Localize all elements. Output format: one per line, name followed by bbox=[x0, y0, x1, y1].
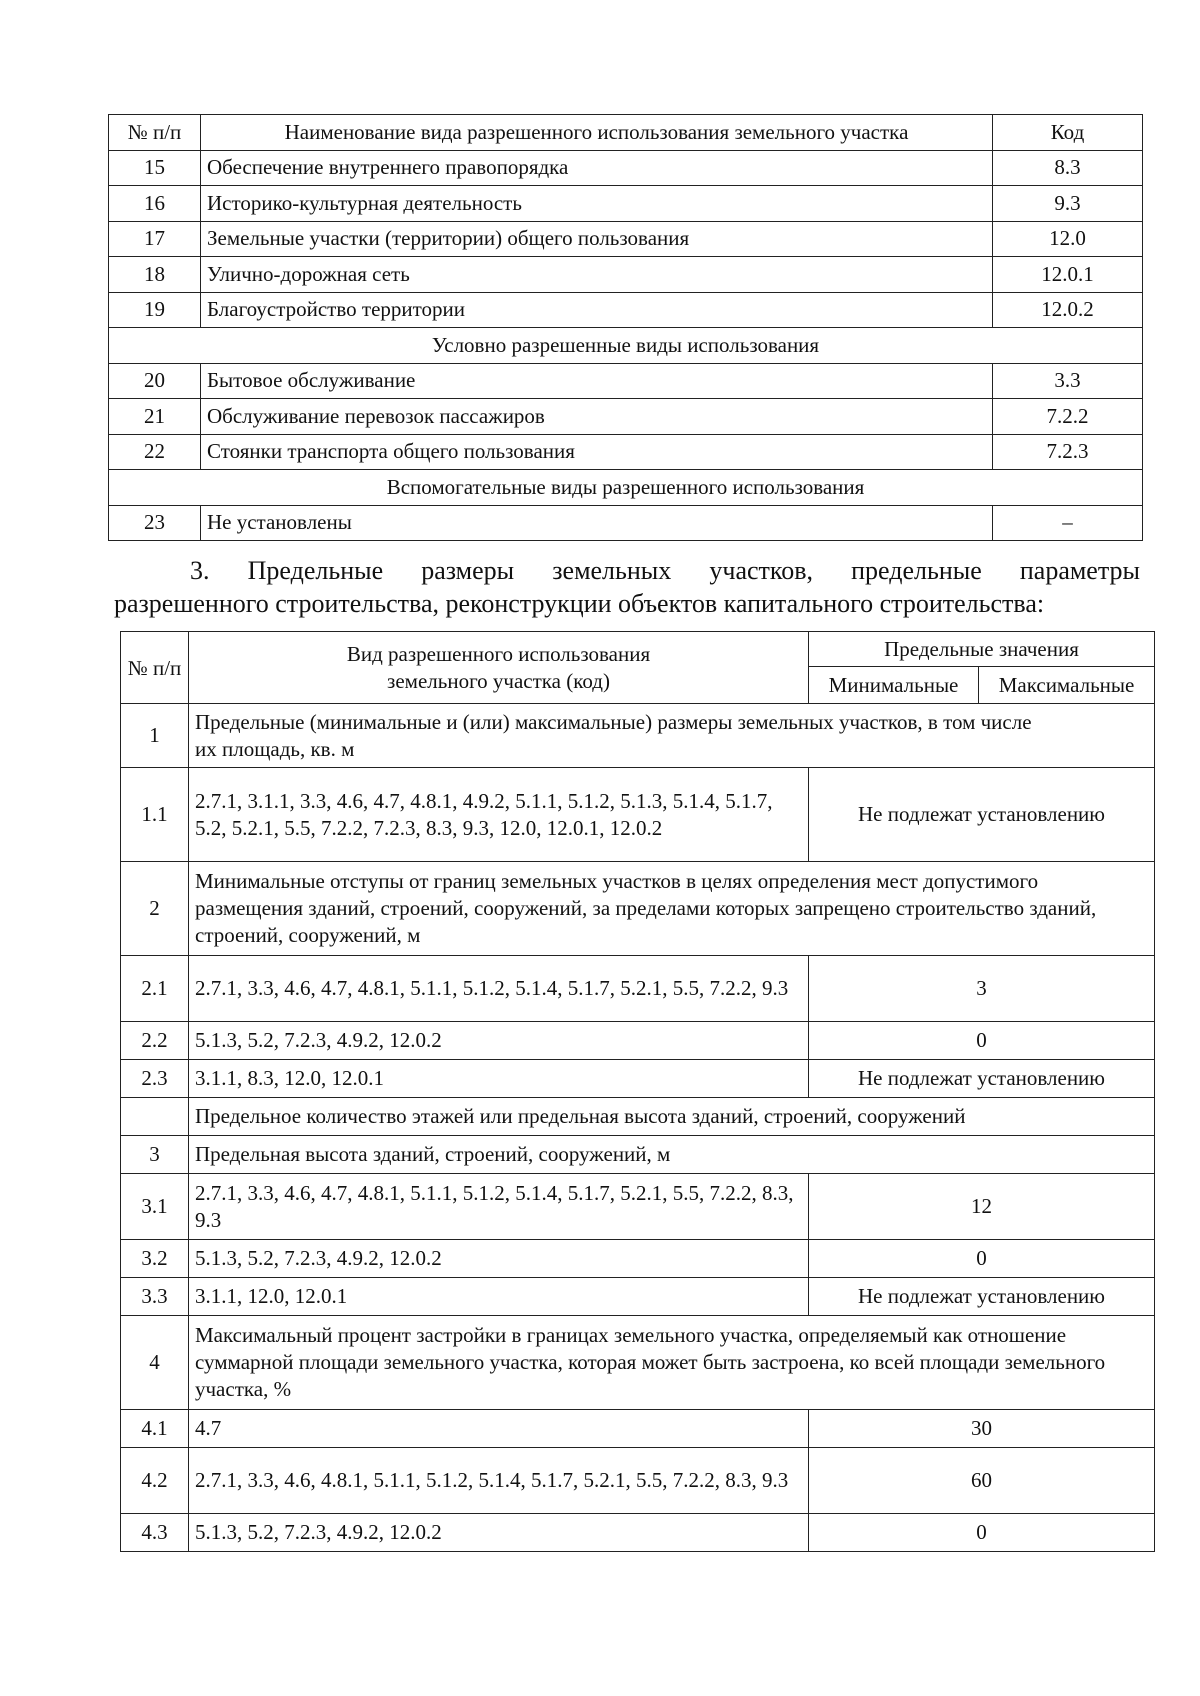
table-row bbox=[121, 1410, 1155, 1448]
table-row bbox=[121, 768, 1155, 862]
row-num: 4.2 bbox=[121, 1448, 189, 1514]
row-text: Минимальные отступы от границ земельных участков в целях определения мест допустимого размещения зданий, строений, сооружений, за пределами которых запрещено строительство зданий, строений, сооружений, м bbox=[189, 862, 1155, 956]
row-value: 0 bbox=[809, 1240, 1155, 1278]
row-value: Не подлежат установлению bbox=[809, 1278, 1155, 1316]
row-codes: 5.1.3, 5.2, 7.2.3, 4.9.2, 12.0.2 bbox=[189, 1240, 809, 1278]
table-row bbox=[109, 257, 1143, 293]
table-row bbox=[121, 1240, 1155, 1278]
table-row bbox=[121, 1060, 1155, 1098]
row-code: 9.3 bbox=[993, 186, 1143, 222]
header-max: Максимальные bbox=[979, 667, 1155, 704]
section-row bbox=[109, 328, 1143, 364]
row-codes: 2.7.1, 3.3, 4.6, 4.8.1, 5.1.1, 5.1.2, 5.1.4, 5.1.7, 5.2.1, 5.5, 7.2.2, 8.3, 9.3 bbox=[189, 1448, 809, 1514]
row-code: 12.0 bbox=[993, 221, 1143, 257]
table-row bbox=[109, 505, 1143, 541]
row-num: 4.3 bbox=[121, 1514, 189, 1552]
row-num: 16 bbox=[109, 186, 201, 222]
row-value: Не подлежат установлению bbox=[809, 1060, 1155, 1098]
section-auxiliary-title: Вспомогательные виды разрешенного использования bbox=[109, 470, 1143, 506]
table-header-row bbox=[121, 632, 1155, 667]
table-row bbox=[109, 221, 1143, 257]
row-num: 18 bbox=[109, 257, 201, 293]
header-limits: Предельные значения bbox=[809, 632, 1155, 667]
row-name: Бытовое обслуживание bbox=[201, 363, 993, 399]
row-num: 3.3 bbox=[121, 1278, 189, 1316]
land-use-types-table bbox=[108, 114, 1143, 541]
row-num: 19 bbox=[109, 292, 201, 328]
table-row bbox=[121, 1098, 1155, 1136]
row-name: Благоустройство территории bbox=[201, 292, 993, 328]
table-row bbox=[109, 399, 1143, 435]
row-value: 0 bbox=[809, 1022, 1155, 1060]
limits-table bbox=[120, 631, 1155, 1552]
row-text: Предельная высота зданий, строений, сооружений, м bbox=[189, 1136, 1155, 1174]
row-num: 4.1 bbox=[121, 1410, 189, 1448]
header-name-line-1: Вид разрешенного использования bbox=[346, 641, 651, 666]
row-value: 60 bbox=[809, 1448, 1155, 1514]
row-num: 4 bbox=[121, 1316, 189, 1410]
row-num: 17 bbox=[109, 221, 201, 257]
table-row bbox=[109, 292, 1143, 328]
table-row bbox=[109, 186, 1143, 222]
row-value: Не подлежат установлению bbox=[809, 768, 1155, 862]
header-name: Наименование вида разрешенного использования земельного участка bbox=[201, 115, 993, 151]
header-name-line-2: земельного участка (код) bbox=[387, 668, 610, 693]
row-num: 1 bbox=[121, 704, 189, 768]
table-row bbox=[109, 363, 1143, 399]
table-row bbox=[121, 1136, 1155, 1174]
row-name: Стоянки транспорта общего пользования bbox=[201, 434, 993, 470]
row-num: 21 bbox=[109, 399, 201, 435]
row-num: 2.2 bbox=[121, 1022, 189, 1060]
row-codes: 2.7.1, 3.3, 4.6, 4.7, 4.8.1, 5.1.1, 5.1.2, 5.1.4, 5.1.7, 5.2.1, 5.5, 7.2.2, 9.3 bbox=[189, 956, 809, 1022]
row-value: 12 bbox=[809, 1174, 1155, 1240]
row-num: 15 bbox=[109, 150, 201, 186]
table-row bbox=[121, 862, 1155, 956]
table-row bbox=[109, 150, 1143, 186]
paragraph-line-2: разрешенного строительства, реконструкции объектов капитального строительства: bbox=[114, 589, 1045, 618]
row-value: 0 bbox=[809, 1514, 1155, 1552]
header-code: Код bbox=[993, 115, 1143, 151]
row-num: 1.1 bbox=[121, 768, 189, 862]
row-code: 12.0.1 bbox=[993, 257, 1143, 293]
row-text: Максимальный процент застройки в границах земельного участка, определяемый как отношение суммарной площади земельного участка, которая может быть застроена, ко всей площади земельного участка, % bbox=[189, 1316, 1155, 1410]
row-value: 30 bbox=[809, 1410, 1155, 1448]
row-num: 3.1 bbox=[121, 1174, 189, 1240]
row-text: Предельные (минимальные и (или) максимальные) размеры земельных участков, в том числе их площадь, кв. м bbox=[189, 704, 1155, 768]
header-min: Минимальные bbox=[809, 667, 979, 704]
row-num: 3 bbox=[121, 1136, 189, 1174]
table-row bbox=[121, 704, 1155, 768]
row-name: Историко-культурная деятельность bbox=[201, 186, 993, 222]
row-text: Предельное количество этажей или предельная высота зданий, строений, сооружений bbox=[189, 1098, 1155, 1136]
header-name bbox=[189, 632, 809, 704]
row-num: 20 bbox=[109, 363, 201, 399]
row-code: 7.2.3 bbox=[993, 434, 1143, 470]
row-codes: 5.1.3, 5.2, 7.2.3, 4.9.2, 12.0.2 bbox=[189, 1022, 809, 1060]
row-code: 3.3 bbox=[993, 363, 1143, 399]
row-name: Улично-дорожная сеть bbox=[201, 257, 993, 293]
row-codes: 3.1.1, 12.0, 12.0.1 bbox=[189, 1278, 809, 1316]
header-num: № п/п bbox=[109, 115, 201, 151]
row-codes: 5.1.3, 5.2, 7.2.3, 4.9.2, 12.0.2 bbox=[189, 1514, 809, 1552]
table-row bbox=[121, 1316, 1155, 1410]
header-num: № п/п bbox=[121, 632, 189, 704]
row-num: 2.1 bbox=[121, 956, 189, 1022]
row-codes: 2.7.1, 3.3, 4.6, 4.7, 4.8.1, 5.1.1, 5.1.2, 5.1.4, 5.1.7, 5.2.1, 5.5, 7.2.2, 8.3, 9.3 bbox=[189, 1174, 809, 1240]
table-row bbox=[121, 1514, 1155, 1552]
table-header-row bbox=[109, 115, 1143, 151]
table-row bbox=[121, 1174, 1155, 1240]
row-name: Не установлены bbox=[201, 505, 993, 541]
row-name: Земельные участки (территории) общего пользования bbox=[201, 221, 993, 257]
row-codes: 4.7 bbox=[189, 1410, 809, 1448]
row-code: 12.0.2 bbox=[993, 292, 1143, 328]
table-row bbox=[109, 434, 1143, 470]
row-name: Обслуживание перевозок пассажиров bbox=[201, 399, 993, 435]
row-num: 2 bbox=[121, 862, 189, 956]
row-num: 23 bbox=[109, 505, 201, 541]
row-code: – bbox=[993, 505, 1143, 541]
table-row bbox=[121, 956, 1155, 1022]
row-num: 3.2 bbox=[121, 1240, 189, 1278]
section-row bbox=[109, 470, 1143, 506]
row-num bbox=[121, 1098, 189, 1136]
section-3-paragraph bbox=[114, 554, 1140, 620]
table-row bbox=[121, 1022, 1155, 1060]
table-row bbox=[121, 1448, 1155, 1514]
row-codes: 2.7.1, 3.1.1, 3.3, 4.6, 4.7, 4.8.1, 4.9.2, 5.1.1, 5.1.2, 5.1.3, 5.1.4, 5.1.7, 5.2, 5.2.1, 5.5, 7.2.2, 7.2.3, 8.3, 9.3, 12.0, 12.0.1, 12.0.2 bbox=[189, 768, 809, 862]
row-num: 2.3 bbox=[121, 1060, 189, 1098]
row-value: 3 bbox=[809, 956, 1155, 1022]
row-codes: 3.1.1, 8.3, 12.0, 12.0.1 bbox=[189, 1060, 809, 1098]
row-code: 7.2.2 bbox=[993, 399, 1143, 435]
paragraph-line-1: 3. Предельные размеры земельных участков, предельные параметры bbox=[190, 556, 1140, 585]
row-num: 22 bbox=[109, 434, 201, 470]
row-name: Обеспечение внутреннего правопорядка bbox=[201, 150, 993, 186]
table-row bbox=[121, 1278, 1155, 1316]
row-code: 8.3 bbox=[993, 150, 1143, 186]
section-conditional-title: Условно разрешенные виды использования bbox=[109, 328, 1143, 364]
